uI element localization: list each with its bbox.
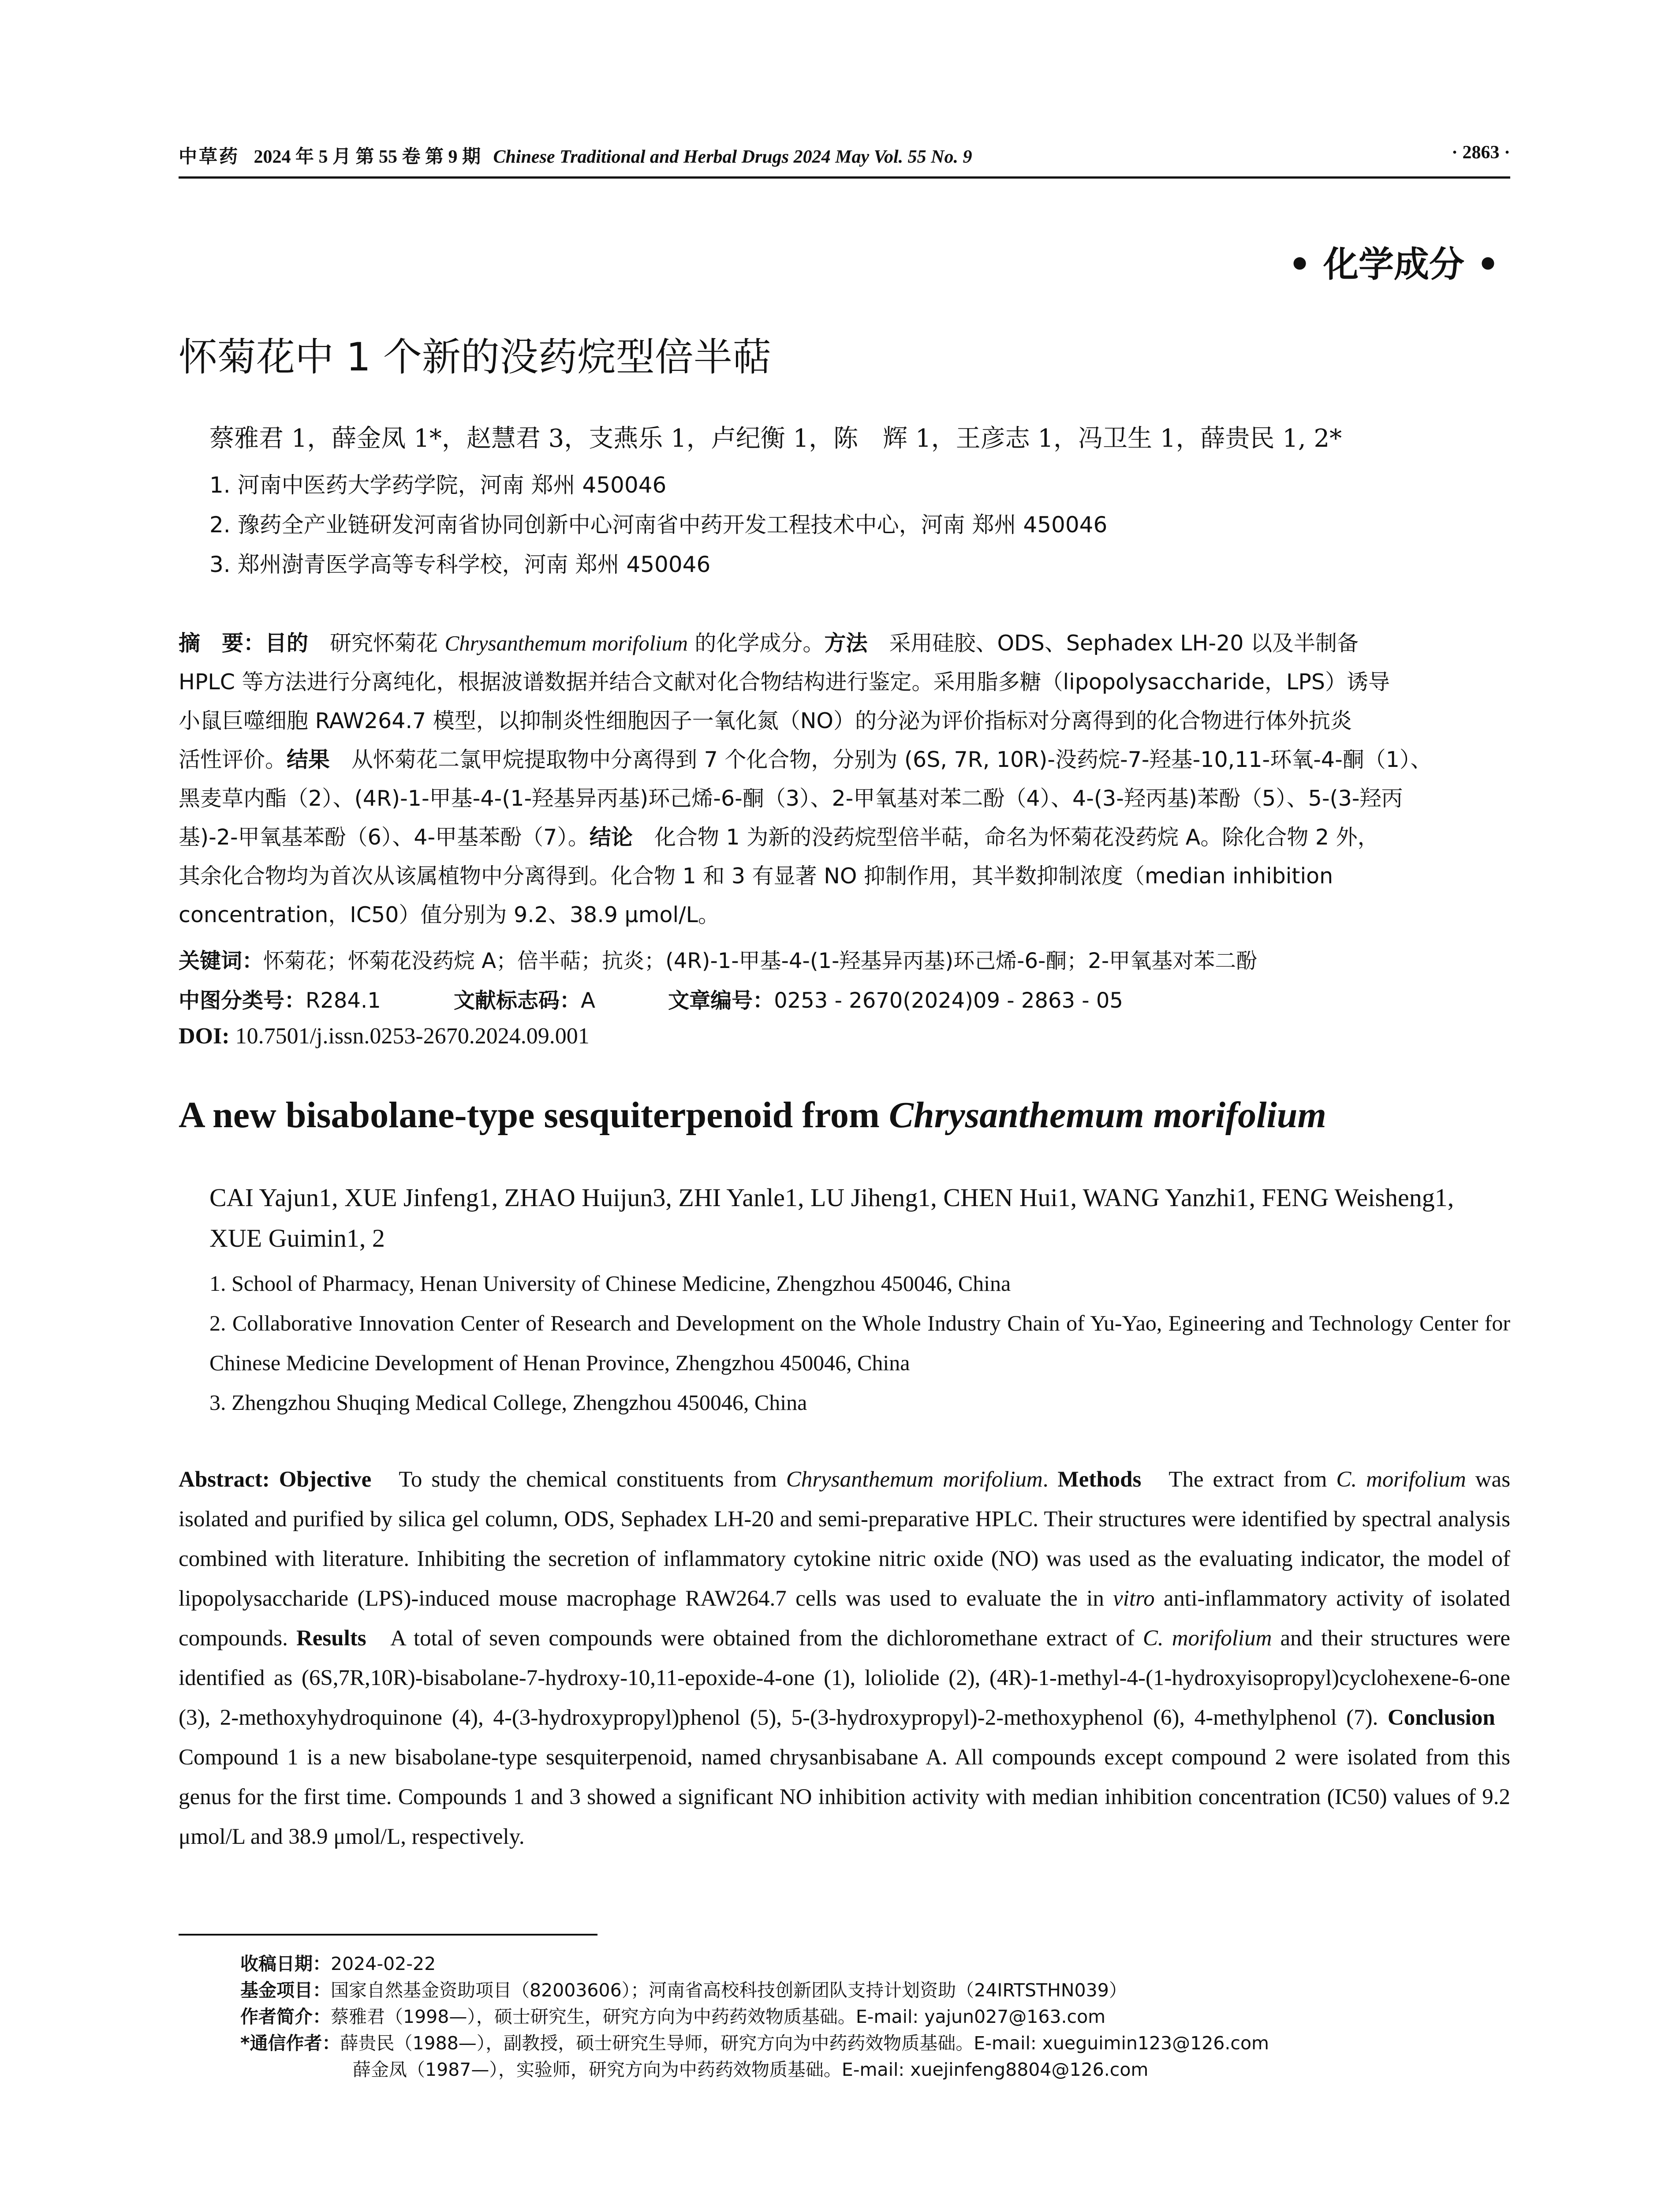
- header-rule: [179, 176, 1510, 179]
- footnote-rule: [179, 1934, 597, 1936]
- methods-label-cn: 方法: [824, 631, 868, 656]
- journal-name-en: Chinese Traditional and Herbal Drugs 2024 May Vol. 55 No. 9: [493, 147, 972, 167]
- conclusion-label-cn: 结论: [589, 825, 633, 850]
- page-number: · 2863 ·: [1451, 142, 1510, 163]
- authors-cn: 蔡雅君 1，薛金凤 1*，赵慧君 3，支燕乐 1，卢纪衡 1，陈 辉 1，王彦志 1，冯卫生 1，薛贵民 1, 2*: [209, 424, 1342, 453]
- abstract-cn-line: concentration，IC50）值分别为 9.2、38.9 μmol/L。: [179, 902, 720, 927]
- species-name: Chrysanthemum morifolium: [444, 631, 688, 655]
- footnote-fund: 基金项目：国家自然基金资助项目（82003606）；河南省高校科技创新团队支持计划资助（24IRTSTHN039）: [240, 1980, 1127, 2001]
- affiliation-cn-2: 2. 豫药全产业链研发河南省协同创新中心河南省中药开发工程技术中心，河南 郑州 450046: [209, 512, 1108, 538]
- abstract-cn-line: 其余化合物均为首次从该属植物中分离得到。化合物 1 和 3 有显著 NO 抑制作用，其半数抑制浓度（median inhibition: [179, 863, 1333, 889]
- objective-label-en: Objective: [279, 1467, 372, 1492]
- footnote-received: 收稿日期：2024-02-22: [240, 1953, 436, 1974]
- abstract-cn-line: 黑麦草内酯（2）、(4R)-1-甲基-4-(1-羟基异丙基)环己烯-6-酮（3）、2-甲氧基对苯二酚（4）、4-(3-羟丙基)苯酚（5）、5-(3-羟丙: [179, 786, 1403, 811]
- doi-label: DOI:: [179, 1024, 230, 1049]
- affiliation-en-2: 2. Collaborative Innovation Center of Research and Development on the Whole Industry Chain of Yu-Yao, Egineering and Technology Center for Chinese Medicine Development of Henan Province, Zhengzhou 450046, China: [209, 1311, 1510, 1375]
- title-en-species: Chrysanthemum morifolium: [889, 1095, 1326, 1136]
- abstract-cn-line: 小鼠巨噬细胞 RAW264.7 模型，以抑制炎性细胞因子一氧化氮（NO）的分泌为评价指标对分离得到的化合物进行体外抗炎: [179, 708, 1352, 733]
- methods-label-en: Methods: [1057, 1467, 1142, 1492]
- footnote-corresponding-2: 薛金凤（1987—），实验师，研究方向为中药药效物质基础。E-mail: xuejinfeng8804@126.com: [353, 2059, 1149, 2080]
- section-label: • 化学成分 •: [1288, 244, 1499, 285]
- doi: [179, 1023, 590, 1049]
- abstract-cn-line: 基)-2-甲氧基苯酚（6）、4-甲基苯酚（7）。结论 化合物 1 为新的没药烷型倍半萜，命名为怀菊花没药烷 A。除化合物 2 外，: [179, 825, 1379, 850]
- abstract-cn-label: 摘 要：: [179, 631, 265, 656]
- results-label-cn: 结果: [287, 747, 330, 772]
- keywords-text: 怀菊花；怀菊花没药烷 A；倍半萜；抗炎；(4R)-1-甲基-4-(1-羟基异丙基)环己烯-6-酮；2-甲氧基对苯二酚: [263, 949, 1258, 973]
- clc-number: R284.1: [306, 988, 381, 1013]
- affiliation-cn-3: 3. 郑州澍青医学高等专科学校，河南 郑州 450046: [209, 552, 711, 577]
- abstract-cn: [179, 624, 1510, 934]
- doc-code: A: [581, 988, 595, 1013]
- keywords-cn: [179, 944, 1257, 974]
- results-label-en: Results: [296, 1626, 366, 1651]
- footnote-corresponding: *通信作者：薛贵民（1988—），副教授，硕士研究生导师，研究方向为中药药效物质基础。E-mail: xueguimin123@126.com: [240, 2033, 1269, 2054]
- affiliation-cn-1: 1. 河南中医药大学药学院，河南 郑州 450046: [209, 472, 667, 498]
- article-number: 0253 - 2670(2024)09 - 2863 - 05: [774, 988, 1123, 1013]
- objective-label-cn: 目的: [265, 631, 309, 656]
- abstract-cn-line: 摘 要：目的 研究怀菊花 Chrysanthemum morifolium 的化学成分。方法 采用硅胶、ODS、Sephadex LH-20 以及半制备: [179, 631, 1359, 656]
- abstract-cn-line: HPLC 等方法进行分离纯化，根据波谱数据并结合文献对化合物结构进行鉴定。采用脂多糖（lipopolysaccharide，LPS）诱导: [179, 669, 1390, 695]
- affiliation-en-1: 1. School of Pharmacy, Henan University of Chinese Medicine, Zhengzhou 450046, China: [209, 1271, 1011, 1296]
- journal-name-cn: 中草药: [179, 146, 240, 167]
- abstract-cn-line: 活性评价。结果 从怀菊花二氯甲烷提取物中分离得到 7 个化合物，分别为 (6S, 7R, 10R)-没药烷-7-羟基-10,11-环氧-4-酮（1）、: [179, 747, 1432, 772]
- running-header: [179, 142, 1369, 168]
- footnote-author: 作者简介：蔡雅君（1998—），硕士研究生，研究方向为中药药效物质基础。E-mail: yajun027@163.com: [240, 2006, 1106, 2027]
- abstract-en: Abstract: Objective To study the chemical constituents from Chrysanthemum morifolium. Methods The extract from C. morifolium was isolated and purified by silica gel column, ODS, Sephadex LH-20 and semi-preparative HPLC. Their structures were identified by spectral analysis combined with literature. Inhibiting the secretion of inflammatory cytokine nitric oxide (NO) was used as the evaluating indicator, the model of lipopolysaccharide (LPS)-induced mouse macrophage RAW264.7 cells was used to evaluate the in vitro anti-inflammatory activity of isolated compounds. Results A total of seven compounds were obtained from the dichloromethane extract of C. morifolium and their structures were identified as (6S,7R,10R)-bisabolane-7-hydroxy-10,11-epoxide-4-one (1), loliolide (2), (4R)-1-methyl-4-(1-hydroxyisopropyl)cyclohexene-6-one (3), 2-methoxyhydroquinone (4), 4-(3-hydroxypropyl)phenol (5), 5-(3-hydroxypropyl)-2-methoxyphenol (6), 4-methylphenol (7). Conclusion Compound 1 is a new bisabolane-type sesquiterpenoid, named chrysanbisabane A. All compounds except compound 2 were isolated from this genus for the first time. Compounds 1 and 3 showed a significant NO inhibition activity with median inhibition concentration (IC50) values of 9.2 μmol/L and 38.9 μmol/L, respectively.: [179, 1467, 1511, 1849]
- classification-row: 中图分类号：R284.1 文献标志码：A 文章编号：0253 - 2670(2024)09 - 2863 - 05: [179, 988, 1123, 1013]
- title-en: A new bisabolane-type sesquiterpenoid from Chrysanthemum morifolium: [179, 1095, 1326, 1136]
- abstract-en-label: Abstract:: [179, 1467, 270, 1492]
- doi-value[interactable]: 10.7501/j.issn.0253-2670.2024.09.001: [235, 1024, 590, 1049]
- authors-en: CAI Yajun1, XUE Jinfeng1, ZHAO Huijun3, ZHI Yanle1, LU Jiheng1, CHEN Hui1, WANG Yanzhi1, FENG Weisheng1, XUE Guimin1, 2: [209, 1183, 1454, 1252]
- issue-cn: 2024 年 5 月 第 55 卷 第 9 期: [254, 147, 481, 167]
- affiliation-en-3: 3. Zhengzhou Shuqing Medical College, Zhengzhou 450046, China: [209, 1390, 807, 1415]
- keywords-label: 关键词：: [179, 949, 264, 973]
- title-cn: 怀菊花中 1 个新的没药烷型倍半萜: [179, 334, 771, 380]
- conclusion-label-en: Conclusion: [1387, 1705, 1495, 1730]
